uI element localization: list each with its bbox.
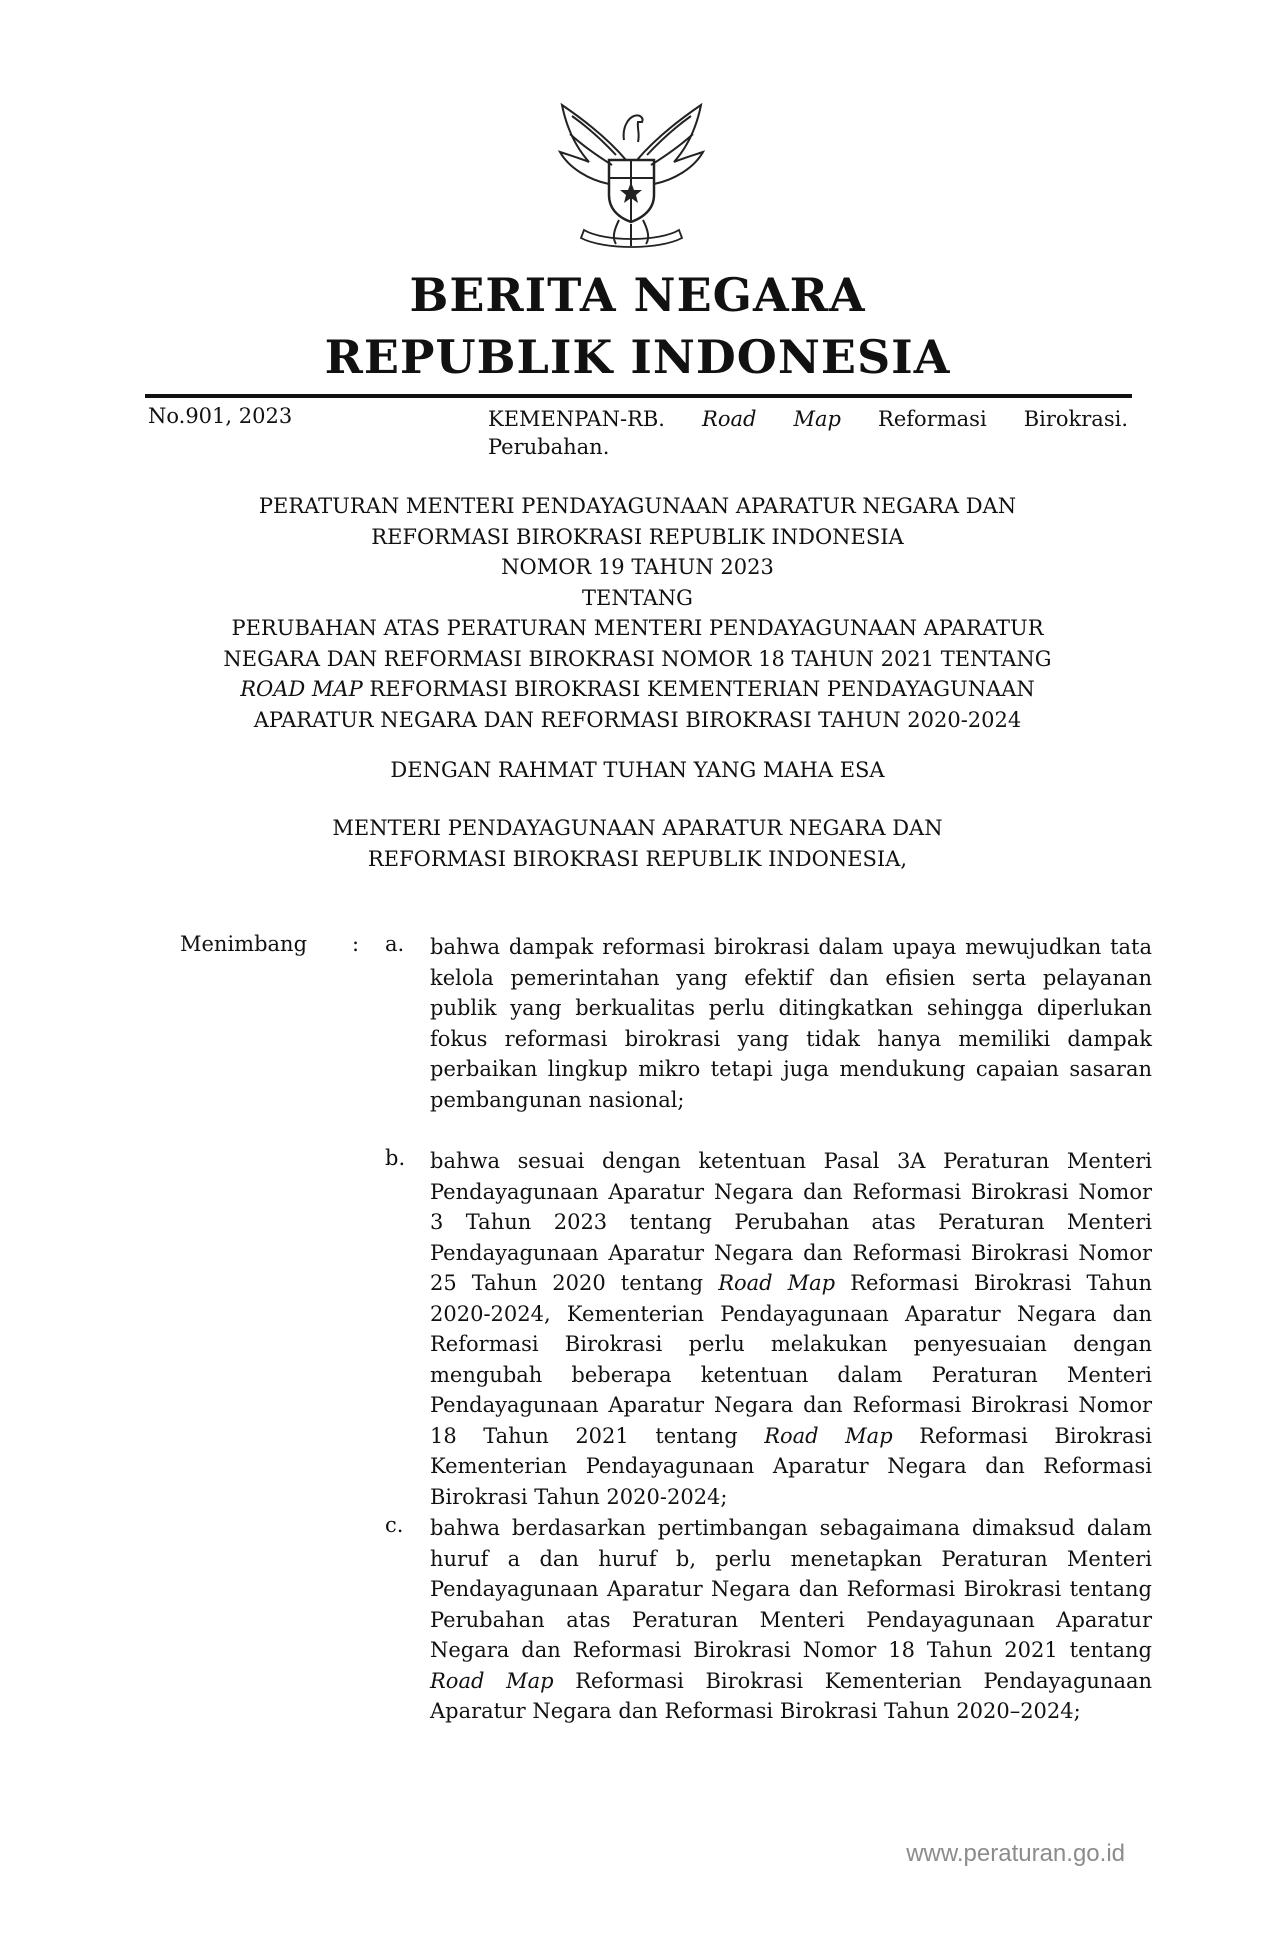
item-b-italic2: Road Map [764,1423,893,1448]
considerations-label: Menimbang [180,932,308,956]
regulation-title [0,491,1275,735]
item-c-italic: Road Map [430,1668,554,1693]
title-line: PERUBAHAN ATAS PERATURAN MENTERI PENDAYAGUNAAN APARATUR [231,616,1044,640]
masthead-title-line1: BERITA NEGARA [409,268,866,322]
minister-heading [0,813,1275,874]
title-line-rest: REFORMASI BIROKRASI KEMENTERIAN PENDAYAGUNAAN [362,677,1035,701]
publication-number: No.901, 2023 [148,404,293,428]
title-line: NEGARA DAN REFORMASI BIROKRASI NOMOR 18 TAHUN 2021 TENTANG [223,646,1052,671]
item-letter-a: a. [385,932,405,956]
title-line: TENTANG [582,585,693,610]
title-line: APARATUR NEGARA DAN REFORMASI BIROKRASI TAHUN 2020-2024 [253,707,1022,732]
title-line: PERATURAN MENTERI PENDAYAGUNAAN APARATUR NEGARA DAN [258,494,1017,518]
minister-line: MENTERI PENDAYAGUNAAN APARATUR NEGARA DAN [332,816,943,840]
topic-italic: Road Map [702,407,841,431]
garuda-emblem-icon [554,100,709,250]
publication-topic-line2: Perubahan. [488,435,610,459]
title-line: NOMOR 19 TAHUN 2023 [501,555,774,579]
item-text-a: bahwa dampak reformasi birokrasi dalam upaya mewujudkan tata kelola pemerintahan yang efektif dan efisien serta pelayanan publik yang berkualitas perlu ditingkatkan sehingga diperlukan fokus reformasi birokrasi yang tidak hanya memiliki dampak perbaikan lingkup mikro tetapi juga mendukung capaian sasaran pembangunan nasional; [430,935,1152,1112]
item-letter-b: b. [385,1146,406,1170]
item-b-part1: bahwa sesuai dengan ketentuan Pasal 3A Peraturan Menteri Pendayagunaan Aparatur Negara dan Reformasi Birokrasi Nomor 3 Tahun 2023 tentang Perubahan atas Peraturan Menteri Pendayagunaan Aparatur Negara dan Reformasi Birokrasi Nomor 25 Tahun 2020 tentang [430,1149,1152,1295]
decree-phrase: DENGAN RAHMAT TUHAN YANG MAHA ESA [390,758,885,782]
title-italic: ROAD MAP [240,677,363,701]
item-text-c [430,1513,1152,1727]
source-watermark: www.peraturan.go.id [906,1840,1125,1867]
title-line: REFORMASI BIROKRASI REPUBLIK INDONESIA [371,524,904,549]
item-b-italic1: Road Map [718,1271,836,1295]
masthead-divider [145,394,1132,398]
item-text-b [430,1146,1152,1512]
minister-line: REFORMASI BIROKRASI REPUBLIK INDONESIA, [367,846,908,871]
masthead-title-line2: REPUBLIK INDONESIA [324,330,951,384]
publication-topic [488,404,1128,435]
item-c-part1: bahwa berdasarkan pertimbangan sebagaimana dimaksud dalam huruf a dan huruf b, perlu menetapkan Peraturan Menteri Pendayagunaan Aparatur Negara dan Reformasi Birokrasi tentang Perubahan atas Peraturan Menteri Pendayagunaan Aparatur Negara dan Reformasi Birokrasi Nomor 18 Tahun 2021 tentang [430,1516,1152,1662]
item-b-part2: Reformasi Birokrasi Tahun 2020-2024, Kementerian Pendayagunaan Aparatur Negara dan Reformasi Birokrasi perlu melakukan penyesuaian dengan mengubah beberapa ketentuan dalam Peraturan Menteri Pendayagunaan Aparatur Negara dan Reformasi Birokrasi Nomor 18 Tahun 2021 tentang [430,1271,1153,1448]
item-letter-c: c. [385,1513,404,1537]
item-c-part2: Reformasi Birokrasi Kementerian Pendayagunaan Aparatur Negara dan Reformasi Birokrasi Tahun 2020–2024; [430,1668,1153,1723]
topic-suffix: Reformasi Birokrasi. [878,407,1128,431]
title-line [0,674,1275,705]
topic-prefix: KEMENPAN-RB. [488,407,665,431]
considerations-colon: : [352,932,360,956]
item-b-part3: Reformasi Birokrasi Kementerian Pendayagunaan Aparatur Negara dan Reformasi Birokrasi Tahun 2020-2024; [430,1423,1153,1509]
